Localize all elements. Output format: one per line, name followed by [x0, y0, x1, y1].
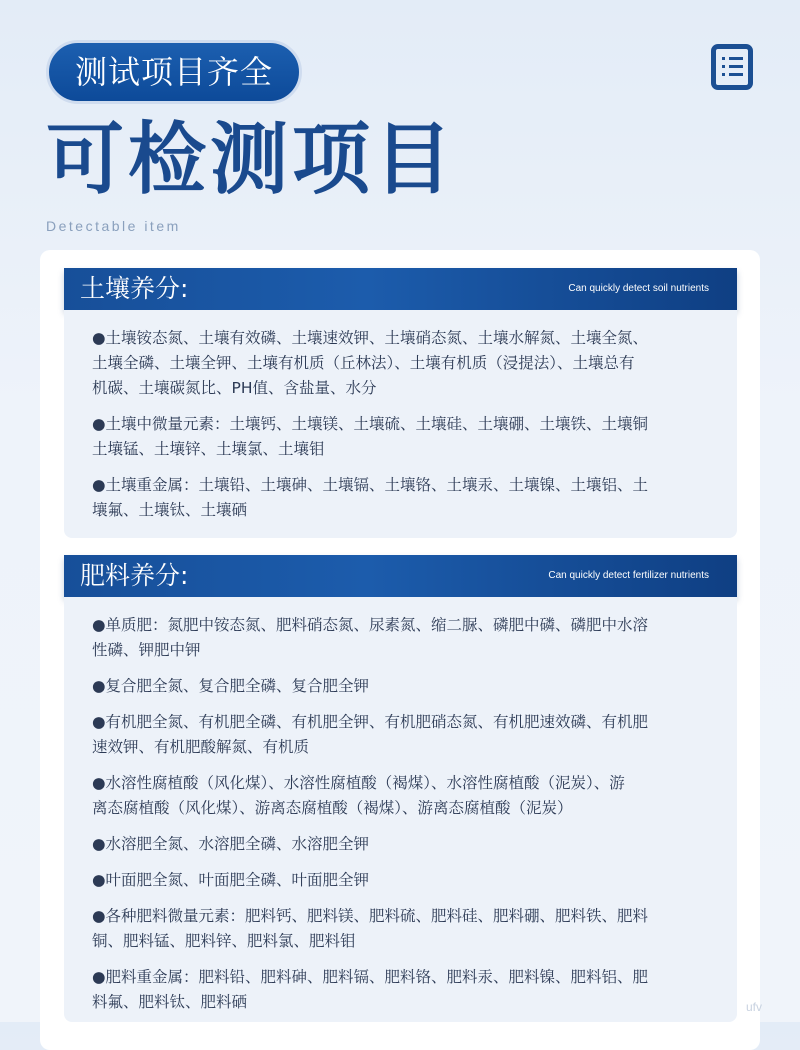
- fertilizer-section-title-en: Can quickly detect fertilizer nutrients: [548, 570, 709, 581]
- soil-section-title-en: Can quickly detect soil nutrients: [568, 283, 709, 294]
- fertilizer-item-list: [92, 613, 722, 1026]
- list-item: ●肥料重金属：肥料铅、肥料砷、肥料镉、肥料铬、肥料汞、肥料镍、肥料铝、肥 料氟、肥料钛、肥料硒: [92, 968, 649, 1011]
- list-item: ●各种肥料微量元素：肥料钙、肥料镁、肥料硫、肥料硅、肥料硼、肥料铁、肥料 铜、肥料锰、肥料锌、肥料氯、肥料钼: [92, 907, 649, 950]
- list-item: ●土壤中微量元素：土壤钙、土壤镁、土壤硫、土壤硅、土壤硼、土壤铁、土壤铜 土壤锰、土壤锌、土壤氯、土壤钼: [92, 415, 649, 458]
- list-item: ●土壤铵态氮、土壤有效磷、土壤速效钾、土壤硝态氮、土壤水解氮、土壤全氮、 土壤全磷、土壤全钾、土壤有机质（丘林法）、土壤有机质（浸提法）、土壤总有 机碳、土壤碳氮比、PH值、含盐量、水分: [92, 329, 649, 397]
- list-item: ●有机肥全氮、有机肥全磷、有机肥全钾、有机肥硝态氮、有机肥速效磷、有机肥 速效钾、有机肥酸解氮、有机质: [92, 713, 649, 756]
- soil-item-list: [92, 326, 722, 534]
- list-bullet-dot: [722, 57, 725, 60]
- fertilizer-section-body: [64, 597, 737, 1022]
- fertilizer-section-title: 肥料养分:: [80, 561, 189, 590]
- page-subtitle: Detectable item: [46, 218, 181, 234]
- soil-section-body: [64, 310, 737, 538]
- list-line: [729, 65, 743, 68]
- list-bullet-dot: [722, 73, 725, 76]
- list-document-icon: [711, 44, 753, 90]
- list-item: ●水溶肥全氮、水溶肥全磷、水溶肥全钾: [92, 835, 370, 853]
- list-line: [729, 73, 743, 76]
- tests-complete-badge: 测试项目齐全: [46, 40, 302, 104]
- soil-section-header: [64, 268, 737, 310]
- list-item: ●复合肥全氮、复合肥全磷、复合肥全钾: [92, 677, 370, 695]
- watermark: ufv: [745, 1000, 762, 1014]
- list-item: ●单质肥：氮肥中铵态氮、肥料硝态氮、尿素氮、缩二脲、磷肥中磷、磷肥中水溶 性磷、钾肥中钾: [92, 616, 649, 659]
- soil-section-title: 土壤养分:: [80, 274, 189, 303]
- list-line: [729, 57, 743, 60]
- list-item: ●叶面肥全氮、叶面肥全磷、叶面肥全钾: [92, 871, 370, 889]
- fertilizer-section-header: [64, 555, 737, 597]
- page-title: 可检测项目: [46, 115, 457, 205]
- list-item: ●水溶性腐植酸（风化煤）、水溶性腐植酸（褐煤）、水溶性腐植酸（泥炭）、游 离态腐植酸（风化煤）、游离态腐植酸（褐煤）、游离态腐植酸（泥炭）: [92, 774, 625, 817]
- list-item: ●土壤重金属：土壤铅、土壤砷、土壤镉、土壤铬、土壤汞、土壤镍、土壤铝、土 壤氟、土壤钛、土壤硒: [92, 476, 649, 519]
- list-bullet-dot: [722, 65, 725, 68]
